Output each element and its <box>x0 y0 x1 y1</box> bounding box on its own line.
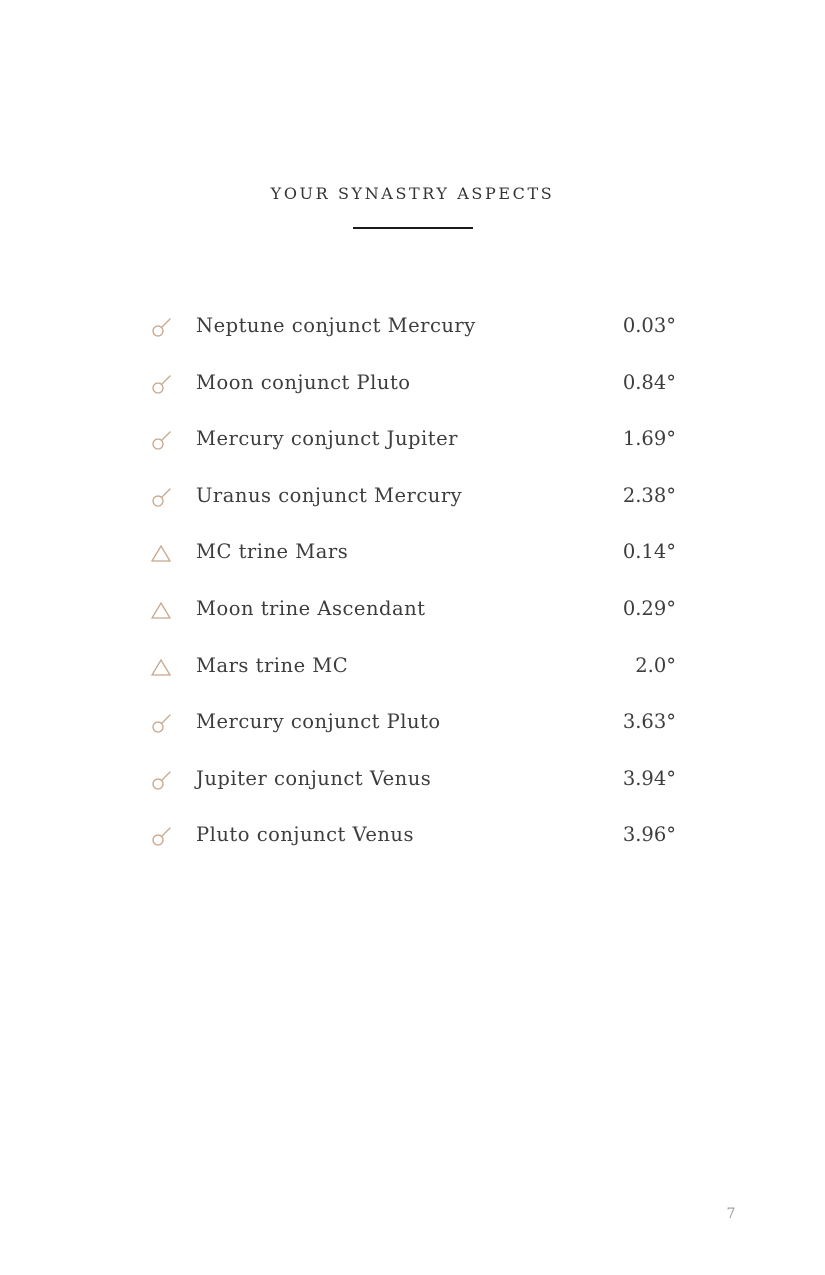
conjunction-icon <box>150 316 174 338</box>
aspect-orb: 2.0° <box>635 653 676 677</box>
page-title: YOUR SYNASTRY ASPECTS <box>270 184 555 203</box>
aspect-name: Moon trine Ascendant <box>196 596 426 620</box>
aspect-orb: 0.84° <box>622 370 676 394</box>
aspect-orb: 0.29° <box>622 596 676 620</box>
aspect-name: Mercury conjunct Jupiter <box>196 427 458 451</box>
aspect-list <box>150 299 676 865</box>
page-number: 7 <box>726 1206 736 1222</box>
aspect-orb: 1.69° <box>622 427 676 451</box>
aspect-name: MC trine Mars <box>196 540 349 564</box>
aspect-row <box>150 356 676 413</box>
aspect-row <box>150 752 676 809</box>
aspect-name: Moon conjunct Pluto <box>196 370 411 394</box>
aspect-name: Uranus conjunct Mercury <box>196 483 463 507</box>
conjunction-icon <box>150 429 174 451</box>
aspect-name: Neptune conjunct Mercury <box>196 314 476 337</box>
trine-icon <box>150 542 174 564</box>
aspect-orb: 0.14° <box>622 540 676 564</box>
aspect-orb: 0.03° <box>622 314 676 337</box>
conjunction-icon <box>150 769 174 791</box>
aspect-orb: 3.96° <box>622 823 676 847</box>
aspect-row <box>150 525 676 582</box>
aspect-name: Mercury conjunct Pluto <box>196 710 441 734</box>
aspect-name: Pluto conjunct Venus <box>196 823 414 847</box>
aspect-name: Mars trine MC <box>196 653 349 677</box>
aspect-row <box>150 582 676 639</box>
aspect-row <box>150 695 676 752</box>
title-underline <box>353 227 473 229</box>
conjunction-icon <box>150 825 174 847</box>
aspect-row <box>150 299 676 356</box>
aspect-name: Jupiter conjunct Venus <box>196 766 432 790</box>
conjunction-icon <box>150 712 174 734</box>
trine-icon <box>150 656 174 678</box>
conjunction-icon <box>150 373 174 395</box>
aspect-row <box>150 412 676 469</box>
aspect-row <box>150 808 676 865</box>
aspect-orb: 3.63° <box>622 710 676 734</box>
trine-icon <box>150 599 174 621</box>
aspect-orb: 3.94° <box>622 766 676 790</box>
conjunction-icon <box>150 486 174 508</box>
aspect-row <box>150 469 676 526</box>
aspect-orb: 2.38° <box>622 483 676 507</box>
aspect-row <box>150 639 676 696</box>
